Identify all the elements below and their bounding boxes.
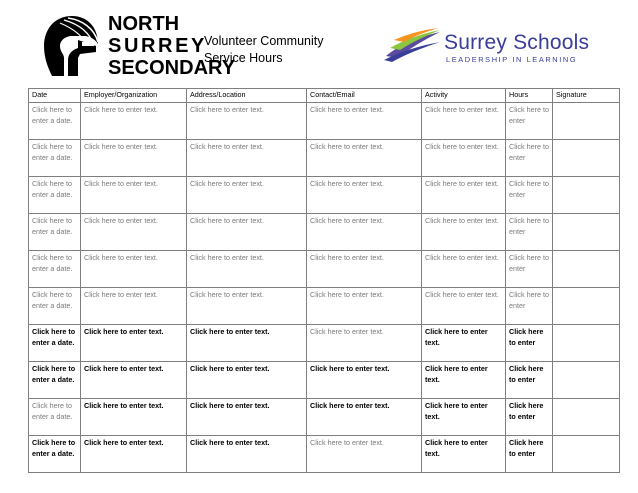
hours-field[interactable]: Click here to enter [506, 177, 553, 214]
activity-field[interactable]: Click here to enter text. [422, 399, 506, 436]
table-row [29, 362, 620, 399]
table-row [29, 288, 620, 325]
address-field[interactable]: Click here to enter text. [187, 399, 307, 436]
table-row [29, 103, 620, 140]
signature-field[interactable] [553, 140, 620, 177]
column-header-address: Address/Location [187, 89, 307, 103]
table-row [29, 251, 620, 288]
table-row [29, 177, 620, 214]
date-field[interactable]: Click here to enter a date. [29, 103, 81, 140]
surrey-schools-name: Surrey Schools [444, 31, 590, 54]
contact-field[interactable]: Click here to enter text. [307, 140, 422, 177]
column-header-employer: Employer/Organization [81, 89, 187, 103]
activity-field[interactable]: Click here to enter text. [422, 436, 506, 473]
date-field[interactable]: Click here to enter a date. [29, 288, 81, 325]
signature-field[interactable] [553, 214, 620, 251]
volunteer-hours-table [28, 88, 620, 473]
contact-field[interactable]: Click here to enter text. [307, 251, 422, 288]
activity-field[interactable]: Click here to enter text. [422, 214, 506, 251]
hours-field[interactable]: Click here to enter [506, 325, 553, 362]
hours-field[interactable]: Click here to enter [506, 362, 553, 399]
column-header-date: Date [29, 89, 81, 103]
activity-field[interactable]: Click here to enter text. [422, 103, 506, 140]
document-header [0, 0, 638, 88]
surrey-schools-tagline: LEADERSHIP IN LEARNING [446, 55, 578, 64]
employer-field[interactable]: Click here to enter text. [81, 251, 187, 288]
contact-field[interactable]: Click here to enter text. [307, 177, 422, 214]
table-header-row [29, 89, 620, 103]
signature-field[interactable] [553, 177, 620, 214]
signature-field[interactable] [553, 399, 620, 436]
contact-field[interactable]: Click here to enter text. [307, 288, 422, 325]
hours-field[interactable]: Click here to enter [506, 399, 553, 436]
table-body [29, 103, 620, 473]
date-field[interactable]: Click here to enter a date. [29, 251, 81, 288]
address-field[interactable]: Click here to enter text. [187, 103, 307, 140]
address-field[interactable]: Click here to enter text. [187, 325, 307, 362]
address-field[interactable]: Click here to enter text. [187, 140, 307, 177]
activity-field[interactable]: Click here to enter text. [422, 140, 506, 177]
hours-field[interactable]: Click here to enter [506, 288, 553, 325]
employer-field[interactable]: Click here to enter text. [81, 214, 187, 251]
contact-field[interactable]: Click here to enter text. [307, 103, 422, 140]
table-row [29, 436, 620, 473]
column-header-signature: Signature [553, 89, 620, 103]
activity-field[interactable]: Click here to enter text. [422, 362, 506, 399]
activity-field[interactable]: Click here to enter text. [422, 251, 506, 288]
address-field[interactable]: Click here to enter text. [187, 214, 307, 251]
surrey-schools-logo [384, 26, 614, 68]
school-name-line2: SURREY [108, 35, 207, 57]
document-title [204, 33, 324, 67]
hours-field[interactable]: Click here to enter [506, 436, 553, 473]
employer-field[interactable]: Click here to enter text. [81, 288, 187, 325]
employer-field[interactable]: Click here to enter text. [81, 177, 187, 214]
employer-field[interactable]: Click here to enter text. [81, 399, 187, 436]
address-field[interactable]: Click here to enter text. [187, 251, 307, 288]
school-name-line1: NORTH [108, 13, 180, 35]
signature-field[interactable] [553, 288, 620, 325]
signature-field[interactable] [553, 436, 620, 473]
table-row [29, 399, 620, 436]
date-field[interactable]: Click here to enter a date. [29, 177, 81, 214]
employer-field[interactable]: Click here to enter text. [81, 436, 187, 473]
date-field[interactable]: Click here to enter a date. [29, 140, 81, 177]
address-field[interactable]: Click here to enter text. [187, 362, 307, 399]
employer-field[interactable]: Click here to enter text. [81, 140, 187, 177]
document-title-line1: Volunteer Community [204, 34, 324, 48]
address-field[interactable]: Click here to enter text. [187, 177, 307, 214]
date-field[interactable]: Click here to enter a date. [29, 399, 81, 436]
table-row [29, 140, 620, 177]
surrey-swoosh-icon [384, 26, 442, 62]
contact-field[interactable]: Click here to enter text. [307, 436, 422, 473]
employer-field[interactable]: Click here to enter text. [81, 103, 187, 140]
signature-field[interactable] [553, 251, 620, 288]
column-header-hours: Hours [506, 89, 553, 103]
hours-field[interactable]: Click here to enter [506, 251, 553, 288]
activity-field[interactable]: Click here to enter text. [422, 177, 506, 214]
activity-field[interactable]: Click here to enter text. [422, 288, 506, 325]
date-field[interactable]: Click here to enter a date. [29, 214, 81, 251]
school-name-line3: SECONDARY [108, 57, 236, 79]
hours-field[interactable]: Click here to enter [506, 214, 553, 251]
contact-field[interactable]: Click here to enter text. [307, 325, 422, 362]
column-header-activity: Activity [422, 89, 506, 103]
date-field[interactable]: Click here to enter a date. [29, 436, 81, 473]
employer-field[interactable]: Click here to enter text. [81, 362, 187, 399]
hours-field[interactable]: Click here to enter [506, 140, 553, 177]
employer-field[interactable]: Click here to enter text. [81, 325, 187, 362]
document-title-line2: Service Hours [204, 51, 283, 65]
activity-field[interactable]: Click here to enter text. [422, 325, 506, 362]
signature-field[interactable] [553, 325, 620, 362]
hours-field[interactable]: Click here to enter [506, 103, 553, 140]
spartan-helmet-icon [38, 14, 104, 80]
contact-field[interactable]: Click here to enter text. [307, 399, 422, 436]
table-row [29, 214, 620, 251]
contact-field[interactable]: Click here to enter text. [307, 362, 422, 399]
column-header-contact: Contact/Email [307, 89, 422, 103]
date-field[interactable]: Click here to enter a date. [29, 325, 81, 362]
address-field[interactable]: Click here to enter text. [187, 288, 307, 325]
contact-field[interactable]: Click here to enter text. [307, 214, 422, 251]
table-row [29, 325, 620, 362]
signature-field[interactable] [553, 362, 620, 399]
date-field[interactable]: Click here to enter a date. [29, 362, 81, 399]
signature-field[interactable] [553, 103, 620, 140]
address-field[interactable]: Click here to enter text. [187, 436, 307, 473]
